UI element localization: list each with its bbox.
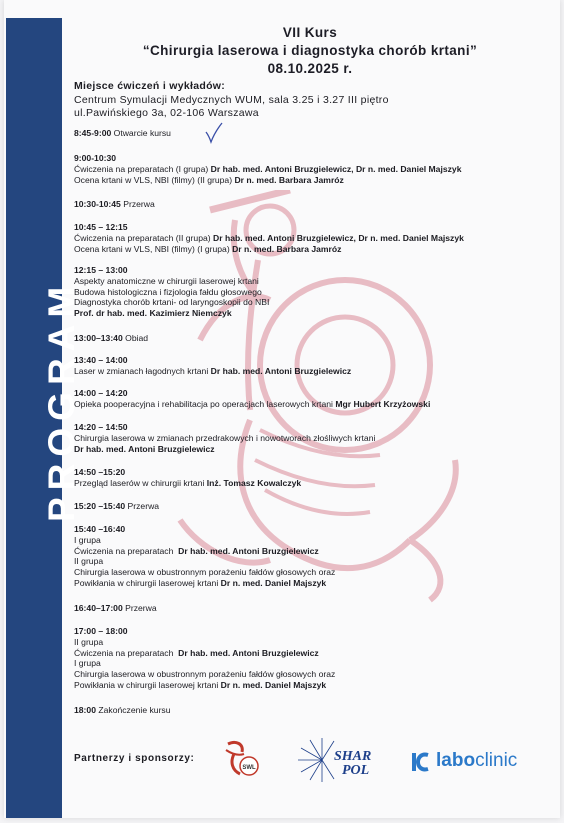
venue-label: Miejsce ćwiczeń i wykładów: xyxy=(74,80,226,92)
course-date: 08.10.2025 r. xyxy=(267,61,353,76)
item-speaker: Dr hab. med. Antoni Bruzgielewicz, Dr n. med. Daniel Majszyk xyxy=(210,163,462,174)
item-text: Przerwa xyxy=(127,501,160,511)
page-header xyxy=(60,24,560,78)
schedule-item-closing xyxy=(74,705,544,716)
schedule-item-session-1 xyxy=(74,153,544,185)
item-time: 13:00–13:40 xyxy=(74,333,123,343)
schedule-item-break-2 xyxy=(74,501,544,512)
group-label: I grupa xyxy=(74,658,101,669)
sharpol-text-2: POL xyxy=(342,763,370,778)
schedule-item-lecture-2 xyxy=(74,355,544,377)
schedule-item-lecture-5 xyxy=(74,467,544,489)
item-time: 13:40 – 14:00 xyxy=(74,355,128,365)
schedule-item-workshop-2 xyxy=(74,626,544,691)
item-text: Ćwiczenia na preparatach xyxy=(74,545,174,556)
item-time: 10:30-10:45 xyxy=(74,199,121,209)
item-speaker: Dr n. med. Daniel Majszyk xyxy=(220,577,327,588)
swl-logo-icon xyxy=(222,738,264,782)
item-speaker: Dr n. med. Daniel Majszyk xyxy=(220,679,327,690)
item-text: Powikłania w chirurgii laserowej krtani xyxy=(74,679,219,690)
venue-line-2: ul.Pawińskiego 3a, 02-106 Warszawa xyxy=(74,107,259,119)
item-time: 9:00-10:30 xyxy=(74,153,117,163)
item-time: 15:40 –16:40 xyxy=(74,524,126,534)
checkmark-icon xyxy=(204,122,224,144)
schedule-item-lecture-4 xyxy=(74,422,544,454)
item-text: Ćwiczenia na preparatach (II grupa) xyxy=(74,232,211,243)
laboclinic-text-1: labo xyxy=(436,750,476,771)
sharpol-logo-icon xyxy=(298,738,378,782)
schedule-item-lecture-1 xyxy=(74,265,544,319)
item-text: Chirurgia laserowa w obustronnym porażeniu fałdów głosowych oraz xyxy=(74,669,336,680)
item-text: Opieka pooperacyjna i rehabilitacja po operacjach laserowych krtani xyxy=(74,398,333,409)
laboclinic-text-2: clinic xyxy=(475,750,518,771)
item-text: Przerwa xyxy=(125,603,157,613)
schedule-item-lecture-3 xyxy=(74,388,544,410)
item-time: 8:45-9:00 xyxy=(74,128,112,138)
item-speaker: Inż. Tomasz Kowalczyk xyxy=(206,477,302,488)
schedule-item-workshop-1 xyxy=(74,524,544,589)
venue-line-1: Centrum Symulacji Medycznych WUM, sala 3.25 i 3.27 III piętro xyxy=(74,93,389,106)
item-speaker: Prof. dr hab. med. Kazimierz Niemczyk xyxy=(74,308,232,319)
schedule-item-opening xyxy=(74,128,544,139)
item-speaker: Dr hab. med. Antoni Bruzgielewicz xyxy=(210,365,352,376)
sponsors-label: Partnerzy i sponsorzy: xyxy=(74,753,195,764)
item-time: 12:15 – 13:00 xyxy=(74,265,128,275)
item-text: Ćwiczenia na preparatach xyxy=(74,647,174,658)
item-time: 14:50 –15:20 xyxy=(74,467,126,477)
item-text: Laser w zmianach łagodnych krtani xyxy=(74,365,209,376)
item-speaker: Dr hab. med. Antoni Bruzgielewicz xyxy=(178,647,319,658)
item-time: 15:20 –15:40 xyxy=(74,501,126,511)
course-title: “Chirurgia laserowa i diagnostyka chorób krtani” xyxy=(142,43,478,58)
schedule-item-break-3 xyxy=(74,603,544,614)
item-speaker: Dr n. med. Barbara Jamróz xyxy=(232,243,342,254)
item-time: 10:45 – 12:15 xyxy=(74,222,128,232)
schedule-item-session-2 xyxy=(74,222,544,254)
sharpol-text-1: SHAR xyxy=(334,749,372,764)
laboclinic-logo xyxy=(408,748,538,776)
item-text: Diagnostyka chorób krtani- od laryngoskopii do NBI xyxy=(74,297,270,308)
item-time: 17:00 – 18:00 xyxy=(74,626,128,636)
swl-logo-text: SWL xyxy=(242,765,256,771)
item-text: Przerwa xyxy=(123,199,155,209)
sidebar-program-label: PROGRAM xyxy=(41,279,82,522)
group-label: I grupa xyxy=(74,534,101,545)
item-time: 14:20 – 14:50 xyxy=(74,422,128,432)
schedule-item-lunch xyxy=(74,333,544,344)
laboclinic-mark-icon xyxy=(408,750,432,774)
group-label: II grupa xyxy=(74,636,104,647)
item-text: Obiad xyxy=(125,333,149,343)
item-text: Ocena krtani w VLS, NBI (filmy) (II grupa) xyxy=(74,174,233,185)
item-speaker: Dr hab. med. Antoni Bruzgielewicz, Dr n. med. Daniel Majszyk xyxy=(213,232,464,243)
item-text: Ćwiczenia na preparatach (I grupa) xyxy=(74,163,209,174)
item-text: Chirurgia laserowa w zmianach przedrakowych i nowotworach złośliwych krtani xyxy=(74,432,376,443)
item-time: 18:00 xyxy=(74,705,96,715)
item-text: Przegląd laserów w chirurgii krtani xyxy=(74,477,205,488)
item-text: Powikłania w chirurgii laserowej krtani xyxy=(74,577,219,588)
item-speaker: Mgr Hubert Krzyżowski xyxy=(335,398,431,409)
sponsors-footer xyxy=(74,738,554,788)
item-speaker: Dr hab. med. Antoni Bruzgielewicz xyxy=(178,545,319,556)
item-speaker: Dr hab. med. Antoni Bruzgielewicz xyxy=(74,443,215,454)
item-time: 14:00 – 14:20 xyxy=(74,388,128,398)
group-label: II grupa xyxy=(74,556,104,567)
item-speaker: Dr n. med. Barbara Jamróz xyxy=(234,174,344,185)
item-text: Zakończenie kursu xyxy=(98,705,171,715)
item-text: Budowa histologiczna i fizjologia fałdu głosowego xyxy=(74,286,262,297)
schedule-item-break-1 xyxy=(74,199,544,210)
item-text: Chirurgia laserowa w obustronnym porażeniu fałdów głosowych oraz xyxy=(74,567,336,578)
item-text: Otwarcie kursu xyxy=(113,128,171,138)
item-text: Aspekty anatomiczne w chirurgii laserowej krtani xyxy=(74,275,259,286)
item-text: Ocena krtani w VLS, NBI (filmy) (I grupa) xyxy=(74,243,230,254)
course-edition: VII Kurs xyxy=(282,25,338,40)
item-time: 16:40–17:00 xyxy=(74,603,123,613)
venue-block xyxy=(74,80,544,121)
